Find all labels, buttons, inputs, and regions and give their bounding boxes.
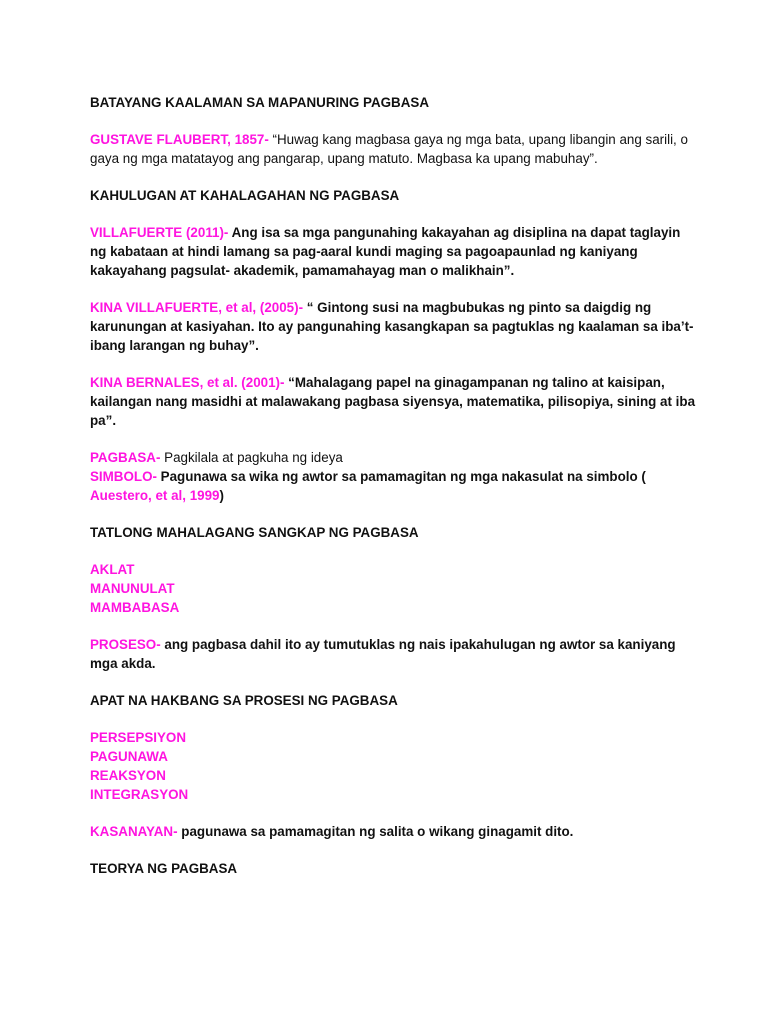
definitions-block — [90, 448, 698, 505]
heading-teorya: TEORYA NG PAGBASA — [90, 861, 238, 876]
quote-flaubert: “Huwag kang magbasa gaya ng mga bata, upang libangin ang sarili, o gaya ng mga matatayog ang pangarap, upang matuto. Magbasa ka upang mabuhay”. — [90, 132, 688, 166]
citation-label-flaubert: GUSTAVE FLAUBERT, 1857- — [90, 132, 269, 147]
list-item-mambabasa: MAMBABASA — [90, 600, 180, 615]
paragraph-kasanayan — [90, 822, 698, 841]
quote-kina-villafuerte: “ Gintong susi na magbubukas ng pinto sa daigdig ng karunungan at kasiyahan. Ito ay pangunahing kasangkapan sa pagtuklas ng kaalaman sa iba’t- ibang larangan ng buhay”. — [90, 300, 694, 353]
definition-simbolo-close: ) — [219, 488, 224, 503]
citation-label-kina-bernales: KINA BERNALES, et al. (2001)- — [90, 375, 285, 390]
definition-proseso-text: ang pagbasa dahil ito ay tumutuklas ng nais ipakahulugan ng awtor sa kaniyang mga akda. — [90, 637, 676, 671]
paragraph-villafuerte — [90, 223, 698, 280]
heading-apat-na-hakbang: APAT NA HAKBANG SA PROSESI NG PAGBASA — [90, 693, 398, 708]
term-proseso: PROSESO- — [90, 637, 161, 652]
heading-tatlong-sangkap: TATLONG MAHALAGANG SANGKAP NG PAGBASA — [90, 525, 419, 540]
heading-kahulugan: KAHULUGAN AT KAHALAGAHAN NG PAGBASA — [90, 188, 400, 203]
list-item-reaksyon: REAKSYON — [90, 768, 166, 783]
list-item-aklat: AKLAT — [90, 562, 135, 577]
quote-kina-bernales: “Mahalagang papel na ginagampanan ng talino at kaisipan, kailangan nang masidhi at malawakang pagbasa siyensya, matematika, pilisopiya, sining at iba pa”. — [90, 375, 696, 428]
quote-villafuerte: Ang isa sa mga pangunahing kakayahan ag disiplina na dapat taglayin ng kabataan at hindi lamang sa pag-aaral kundi maging sa pagoapaunlad ng kaniyang kakayahang pagsulat- akademik, pamamahayag man o malikhain”. — [90, 225, 681, 278]
definition-kasanayan-text: pagunawa sa pamamagitan ng salita o wikang ginagamit dito. — [177, 824, 574, 839]
definition-simbolo — [90, 467, 698, 505]
term-kasanayan: KASANAYAN- — [90, 824, 178, 839]
paragraph-proseso — [90, 635, 698, 673]
list-item-pagunawa: PAGUNAWA — [90, 749, 168, 764]
definition-pagbasa — [90, 448, 698, 467]
heading-batayang-kaalaman: BATAYANG KAALAMAN SA MAPANURING PAGBASA — [90, 95, 429, 110]
list-item-persepsiyon: PERSEPSIYON — [90, 730, 186, 745]
definition-simbolo-text: Pagunawa sa wika ng awtor sa pamamagitan ng mga nakasulat na simbolo ( — [156, 469, 646, 484]
citation-label-villafuerte: VILLAFUERTE (2011)- — [90, 225, 229, 240]
list-item-integrasyon: INTEGRASYON — [90, 787, 189, 802]
term-simbolo: SIMBOLO- — [90, 469, 157, 484]
citation-auestero: Auestero, et al, 1999 — [90, 488, 220, 503]
citation-label-kina-villafuerte: KINA VILLAFUERTE, et al, (2005)- — [90, 300, 304, 315]
paragraph-kina-bernales — [90, 373, 698, 430]
paragraph-flaubert — [90, 130, 698, 168]
list-sangkap — [90, 560, 698, 617]
list-item-manunulat: MANUNULAT — [90, 581, 175, 596]
definition-pagbasa-text: Pagkilala at pagkuha ng ideya — [160, 450, 343, 465]
paragraph-kina-villafuerte — [90, 298, 698, 355]
term-pagbasa: PAGBASA- — [90, 450, 161, 465]
list-hakbang — [90, 728, 698, 804]
